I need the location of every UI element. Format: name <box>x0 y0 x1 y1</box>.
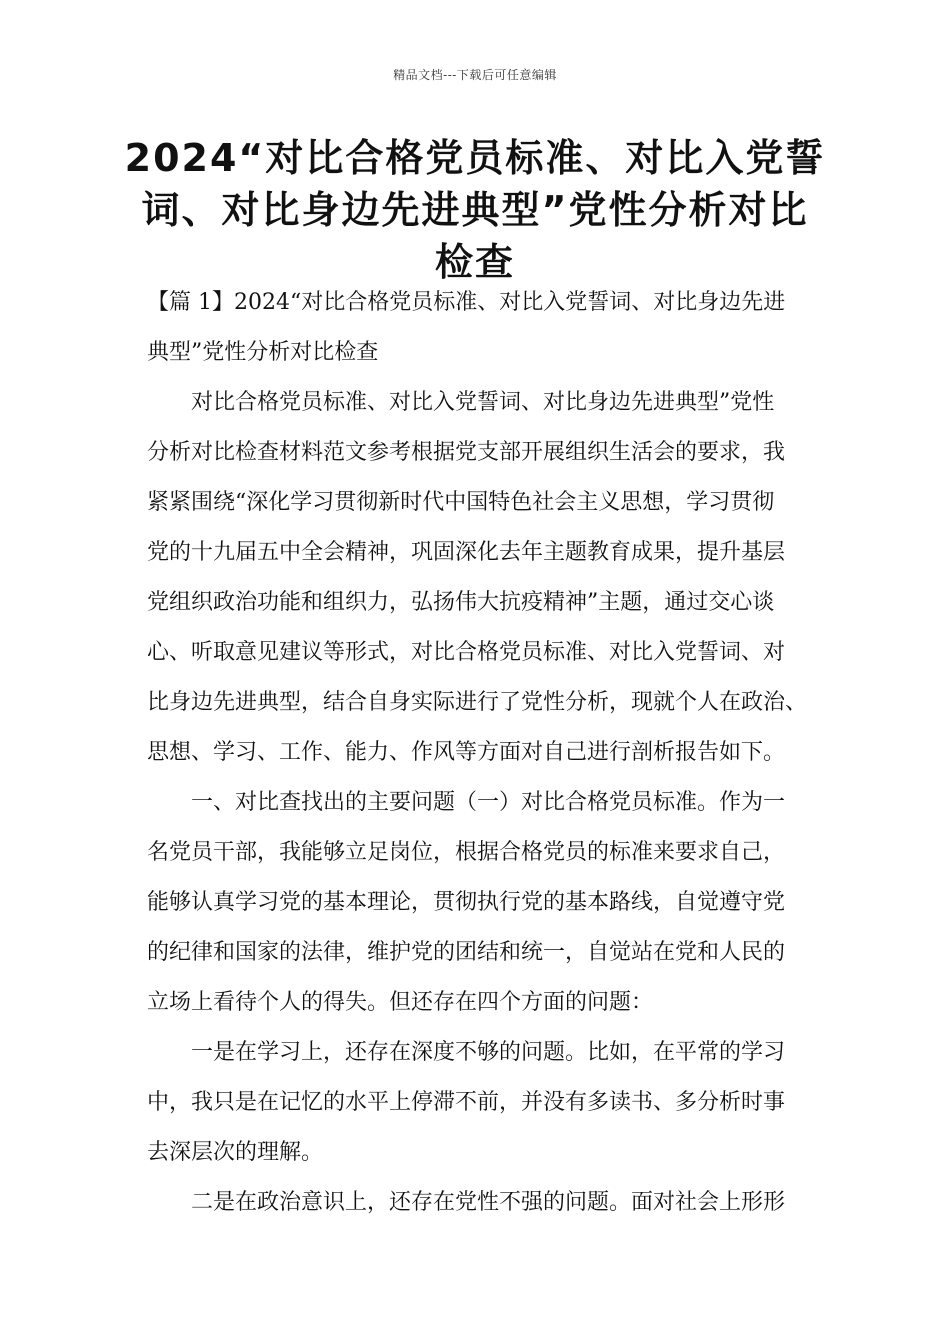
body-line: 的纪律和国家的法律，维护党的团结和统一，自觉站在党和人民的 <box>147 940 786 965</box>
body-line: 党组织政治功能和组织力，弘扬伟大抗疫精神”主题，通过交心谈 <box>147 590 775 615</box>
body-line: 心、听取意见建议等形式，对比合格党员标准、对比入党誓词、对 <box>147 640 786 665</box>
body-line: 名党员干部，我能够立足岗位，根据合格党员的标准来要求自己， <box>147 840 786 865</box>
body-line: 典型”党性分析对比检查 <box>147 340 379 365</box>
body-line: 能够认真学习党的基本理论，贯彻执行党的基本路线，自觉遵守党 <box>147 890 786 915</box>
body-line: 分析对比检查材料范文参考根据党支部开展组织生活会的要求，我 <box>147 440 786 465</box>
document-title <box>110 132 840 288</box>
body-line: 一、对比查找出的主要问题（一）对比合格党员标准。作为一 <box>191 790 786 815</box>
body-line: 比身边先进典型，结合自身实际进行了党性分析，现就个人在政治、 <box>147 690 808 715</box>
header-note: 精品文档---下载后可任意编辑 <box>393 68 557 82</box>
title-line: 词、对比身边先进典型”党性分析对比 <box>141 188 809 232</box>
body-line: 紧紧围绕“深化学习贯彻新时代中国特色社会主义思想，学习贯彻 <box>147 490 775 515</box>
body-line: 去深层次的理解。 <box>147 1140 324 1165</box>
body-line: 【篇 1】2024“对比合格党员标准、对比入党誓词、对比身边先进 <box>147 290 786 315</box>
title-line: 2024“对比合格党员标准、对比入党誓 <box>124 136 826 180</box>
title-line: 检查 <box>434 240 515 284</box>
body-line: 思想、学习、工作、能力、作风等方面对自己进行剖析报告如下。 <box>147 740 786 765</box>
body-line: 一是在学习上，还存在深度不够的问题。比如，在平常的学习 <box>191 1040 786 1065</box>
body-line: 立场上看待个人的得失。但还存在四个方面的问题： <box>147 990 654 1015</box>
document-body <box>147 280 827 1230</box>
body-line: 对比合格党员标准、对比入党誓词、对比身边先进典型”党性 <box>191 390 775 415</box>
body-line: 二是在政治意识上，还存在党性不强的问题。面对社会上形形 <box>191 1190 786 1215</box>
body-line: 党的十九届五中全会精神，巩固深化去年主题教育成果，提升基层 <box>147 540 786 565</box>
body-line: 中，我只是在记忆的水平上停滞不前，并没有多读书、多分析时事 <box>147 1090 786 1115</box>
